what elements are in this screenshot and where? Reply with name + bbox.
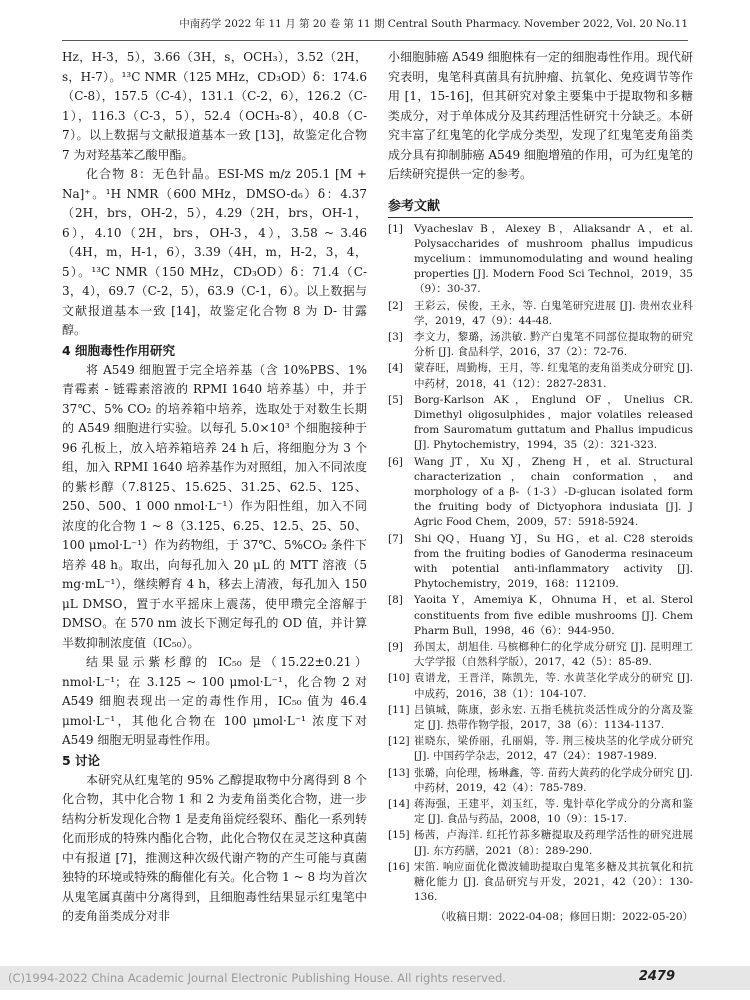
reference-number: [14]: [388, 798, 410, 811]
reference-item: [388, 299, 693, 329]
references-title: 参考文献: [388, 195, 693, 218]
reference-text: 孙国太，胡旭佳. 马槟榔种仁的化学成分研究 [J]. 昆明理工大学学报（自然科学版），2017，42（5）：85-89.: [414, 640, 693, 669]
reference-text: Shi QQ，Huang YJ，Su HG，et al. C28 steroids from the fruiting bodies of Ganoderma resinaceum with potential anti-inflammatory activity [J]. Phytochemistry，2019，168：112109.: [414, 532, 693, 591]
reference-item: [388, 532, 693, 593]
running-header: 中南药学 2022 年 11 月 第 20 卷 第 11 期 Central South Pharmacy. November 2022, Vol. 20 No.11: [179, 18, 688, 30]
reference-number: [15]: [388, 829, 410, 842]
reference-text: 崔晓东，梁侨丽，孔丽娟，等. 荆三棱块茎的化学成分研究 [J]. 中国药学杂志，2012，47（24）：1987-1989.: [414, 735, 693, 763]
reference-number: [1]: [388, 222, 403, 235]
reference-text: 蒙春旺，周勤梅，王月，等. 红鬼笔的麦角甾类成分研究 [J]. 中药材，2018，41（12）：2827-2831.: [414, 362, 693, 390]
reference-text: Vyacheslav B，Alexey B，Aliaksandr A，et al. Polysaccharides of mushroom phallus impudicus mycelium：immunomodulating and wound healing properties [J]. Modern Food Sci Technol，2019，35（9）：30-37.: [414, 222, 693, 296]
section-4-results-paragraph: 结果显示紫杉醇的 IC₅₀ 是（15.22±0.21）nmol·L⁻¹；在 3.125 ~ 100 μmol·L⁻¹，化合物 2 对 A549 细胞表现出一定的毒性作用，IC₅₀ 值为 46.4 μmol·L⁻¹，其他化合物在 100 μmol·L⁻¹ 浓度下对 A549 细胞无明显毒性作用。: [62, 655, 367, 747]
reference-item: [388, 640, 693, 670]
section-4-title: 4 细胞毒性作用研究: [62, 342, 176, 358]
section-4-methods-paragraph: 将 A549 细胞置于完全培养基（含 10%PBS、1% 青霉素 - 链霉素溶液的 RPMI 1640 培养基）中，并于 37℃、5% CO₂ 的培养箱中培养，选取处于对数生长期的 A549 细胞进行实验。以每孔 5.0×10³ 个细胞接种于 96 孔板上，放入培养箱培养 24 h 后，将细胞分为 3 个组，加入 RPMI 1640 培养基作为对照组，加入不同浓度的紫杉醇（7.8125、15.625、31.25、62.5、125、250、500、1 000 nmol·L⁻¹）作为阳性组，加入不同浓度的化合物 1 ~ 8（3.125、6.25、12.5、25、50、100 μmol·L⁻¹）作为药物组，于 37℃、5%CO₂ 条件下培养 48 h。取出，向每孔加入 20 μL 的 MTT 溶液（5 mg·mL⁻¹），继续孵育 4 h，移去上清液，每孔加入 150 μL DMSO，置于水平摇床上震荡，使甲瓒完全溶解于 DMSO。在 570 nm 波长下测定每孔的 OD 值，并计算半数抑制浓度值（IC₅₀）。: [62, 362, 367, 650]
received-revised-dates: （收稿日期：2022-04-08；修回日期：2022-05-20）: [435, 911, 693, 924]
reference-item: [388, 797, 693, 827]
reference-number: [5]: [388, 393, 403, 406]
reference-text: Wang JT，Xu XJ，Zheng H，et al. Structural characterization，chain conformation，and morphology of a β-（1-3）-D-glucan isolated form the fruiting body of Dictyophora indusiata [J]. J Agric Food Chem，2009，57：5918-5924.: [414, 455, 693, 529]
reference-number: [16]: [388, 860, 410, 873]
reference-item: [388, 671, 693, 701]
right-column: [388, 48, 693, 924]
reference-number: [10]: [388, 672, 410, 685]
reference-item: [388, 828, 693, 858]
page-number: 2479: [638, 969, 675, 984]
left-column: [62, 48, 367, 927]
reference-number: [2]: [388, 299, 403, 312]
reference-text: 王彩云，侯俊，王永，等. 白鬼笔研究进展 [J]. 贵州农业科学，2019，47（9）：44-48.: [414, 299, 693, 327]
reference-item: [388, 330, 693, 360]
reference-text: Yaoita Y，Amemiya K，Ohnuma H，et al. Sterol constituents from five edible mushrooms [J]. Chem Pharm Bull，1998，46（6）：944-950.: [414, 594, 693, 637]
reference-text: 杨茜，卢海洋. 红托竹荪多糖提取及药理学活性的研究进展 [J]. 东方药膳，2021（8）：289-290.: [414, 829, 693, 857]
reference-item: [388, 393, 693, 454]
reference-item: [388, 455, 693, 531]
reference-number: [4]: [388, 362, 403, 375]
reference-number: [9]: [388, 640, 403, 653]
reference-text: 宋笛. 响应面优化微波辅助提取白鬼笔多糖及其抗氧化和抗糖化能力 [J]. 食品研究与开发，2021，42（20）：130-136.: [414, 860, 693, 904]
reference-item: [388, 860, 693, 906]
reference-text: 吕镇城，陈康，彭永宏. 五指毛桃抗炎活性成分的分离及鉴定 [J]. 热带作物学报，2017，38（6）：1134-1137.: [414, 703, 693, 731]
reference-list: [388, 222, 693, 906]
copyright-notice: (C)1994-2022 China Academic Journal Electronic Publishing House. All rights reserved.: [8, 971, 506, 985]
reference-number: [11]: [388, 703, 410, 716]
reference-text: 蒋海强，王建平，刘玉红，等. 鬼针草化学成分的分离和鉴定 [J]. 食品与药品，2008，10（9）：15-17.: [414, 798, 693, 826]
discussion-continued-paragraph: 小细胞肺癌 A549 细胞株有一定的细胞毒性作用。现代研究表明，鬼笔科真菌具有抗肿瘤、抗氧化、免疫调节等作用 [1，15-16]，但其研究对象主要集中于提取物和多糖类成分，对于单体成分及其药理活性研究十分缺乏。本研究丰富了红鬼笔的化学成分类型，发现了红鬼笔麦角甾类成分具有抑制肺癌 A549 细胞增殖的作用，可为红鬼笔的后续研究提供一定的参考。: [388, 50, 693, 181]
compound-7-paragraph: Hz，H-3，5），3.66（3H，s，OCH₃），3.52（2H，s，H-7）。¹³C NMR（125 MHz，CD₃OD）δ：174.6（C-8），157.5（C-4），131.1（C-2，6），126.2（C-1），116.3（C-3，5），52.4（OCH₃-8），40.8（C-7）。以上数据与文献报道基本一致 [13]，故鉴定化合物 7 为对羟基苯乙酸甲酯。: [62, 50, 367, 162]
reference-number: [8]: [388, 594, 403, 607]
reference-number: [3]: [388, 330, 403, 343]
reference-number: [13]: [388, 766, 410, 779]
header-rule: [62, 40, 688, 41]
reference-item: [388, 361, 693, 391]
reference-text: 李文力，黎璐，汤洪敏. 黔产白鬼笔不同部位提取物的研究分析 [J]. 食品科学，2016，37（2）：72-76.: [414, 330, 693, 359]
footer-bar: [0, 966, 750, 990]
reference-number: [7]: [388, 532, 403, 545]
compound-8-paragraph: 化合物 8：无色针晶。ESI-MS m/z 205.1 [M + Na]⁺。¹H NMR（600 MHz，DMSO-d₆）δ：4.37（2H，brs，OH-2，5），4.29（2H，brs，OH-1，6），4.10（2H，brs，OH-3，4），3.58 ~ 3.46（4H，m，H-1，6），3.39（4H，m，H-2，3，4，5）。¹³C NMR（150 MHz，CD₃OD）δ：71.4（C-3，4），69.7（C-2，5），63.9（C-1，6）。以上数据与文献报道基本一致 [14]，故鉴定化合物 8 为 D- 甘露醇。: [62, 167, 367, 337]
reference-item: [388, 593, 693, 639]
section-5-title: 5 讨论: [62, 752, 101, 768]
section-5-paragraph: 本研究从红鬼笔的 95% 乙醇提取物中分离得到 8 个化合物，其中化合物 1 和 2 为麦角甾类化合物，进一步结构分析发现化合物 1 是麦角甾烷经裂环、酯化一系列转化而形成的特殊内酯化合物，此化合物仅在灵芝这种真菌中有报道 [7]，推测这种次级代谢产物的产生可能与真菌独特的环境或特殊的酶催化有关。化合物 1 ~ 8 均为首次从鬼笔属真菌中分离得到，且细胞毒性结果显示红鬼笔中的麦角甾类成分对非: [62, 772, 367, 923]
reference-item: [388, 703, 693, 733]
reference-number: [6]: [388, 455, 403, 468]
reference-item: [388, 766, 693, 796]
reference-text: Borg-Karlson AK，Englund OF，Unelius CR. Dimethyl oligosulphides，major volatiles released from Sauromatum guttatum and Phallus impudicus [J]. Phytochemistry，1994，35（2）：321-323.: [414, 393, 693, 452]
reference-text: 张璐，向伦理，杨琳鑫，等. 苗药大黄药的化学成分研究 [J]. 中药材，2019，42（4）：785-789.: [414, 766, 693, 794]
reference-number: [12]: [388, 735, 410, 748]
reference-item: [388, 734, 693, 764]
reference-text: 袁谱龙，王晋洋，陈凯先，等. 水黄茎化学成分的研究 [J]. 中成药，2016，38（1）：104-107.: [414, 672, 693, 700]
reference-item: [388, 222, 693, 298]
